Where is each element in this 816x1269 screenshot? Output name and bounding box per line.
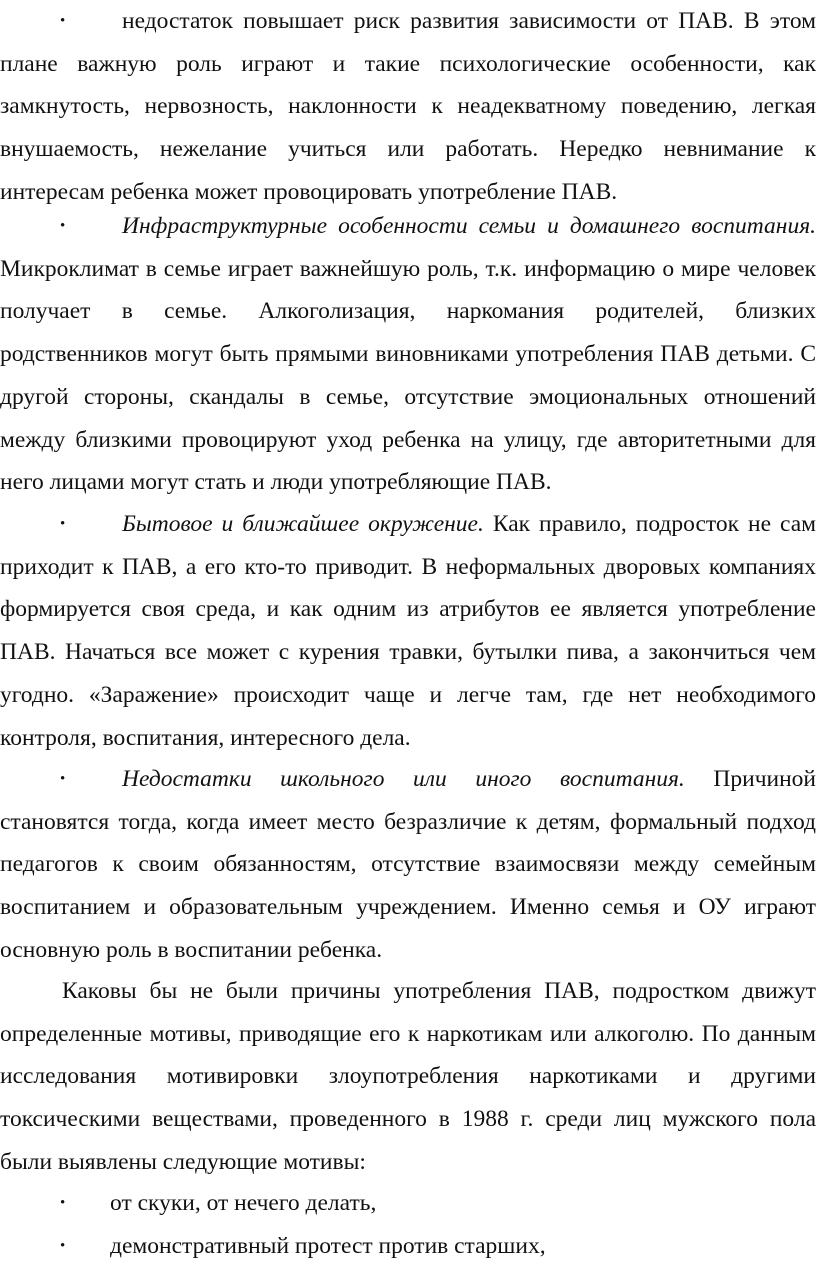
motive-text: демонстративный протест против старших,	[110, 1233, 546, 1259]
bullet-icon: •	[60, 1195, 66, 1211]
motive-text: от скуки, от нечего делать,	[110, 1190, 377, 1216]
bullet-paragraph-1	[0, 0, 816, 214]
body-paragraph: Каковы бы не были причины употребления ПАВ, подростком движут определенные мотивы, приводящие его к наркотикам или алкоголю. По данным исследования мотивировки злоупотребления наркотиками и другими токсическими веществами, проведенного в 1988 г. среди лиц мужского пола были выявлены следующие мотивы:	[0, 978, 816, 1175]
paragraph-italic-lead: Инфраструктурные особенности семьи и домашнего воспитания.	[122, 213, 816, 239]
paragraph-text: Микроклимат в семье играет важнейшую роль, т.к. информацию о мире человек получает в семье. Алкоголизация, наркомания родителей, близких родственников могут быть прямыми виновниками употребления ПАВ детьми. С другой стороны, скандалы в семье, отсутствие эмоциональных отношений между близкими провоцируют уход ребенка на улицу, где авторитетными для него лицами могут стать и люди употребляющие ПАВ.	[0, 255, 816, 496]
bullet-icon: •	[60, 516, 66, 532]
paragraph-text: Как правило, подросток не сам приходит к ПАВ, а его кто-то приводит. В неформальных дворовых компаниях формируется своя среда, и как одним из атрибутов ее является употребление ПАВ. Начаться все может с курения травки, бутылки пива, а закончиться чем угодно. «Заражение» происходит чаще и легче там, где нет необходимого контроля, воспитания, интересного дела.	[0, 511, 816, 751]
paragraph-text: недостаток повышает риск развития зависимости от ПАВ. В этом плане важную роль играют и такие психологические особенности, как замкнутость, нервозность, наклонности к неадекватному поведению, легкая внушаемость, нежелание учиться или работать. Нередко невнимание к интересам ребенка может провоцировать употребление ПАВ.	[0, 8, 816, 205]
bullet-paragraph-3	[0, 503, 816, 759]
paragraph-text: Причиной становятся тогда, когда имеет место безразличие к детям, формальный подход педагогов к своим обязанностям, отсутствие взаимосвязи между семейным воспитанием и образовательным учреждением. Именно семья и ОУ играют основную роль в воспитании ребенка.	[0, 766, 816, 963]
motive-list-item-1	[0, 1182, 816, 1225]
paragraph-italic-lead: Недостатки школьного или иного воспитания.	[122, 766, 685, 792]
bullet-icon: •	[60, 771, 66, 787]
motive-list-item-2	[0, 1225, 816, 1268]
bullet-icon: •	[60, 1238, 66, 1254]
bullet-icon: •	[60, 13, 66, 29]
bullet-paragraph-4	[0, 758, 816, 972]
paragraph-italic-lead: Бытовое и ближайшее окружение.	[122, 511, 484, 537]
bullet-paragraph-2	[0, 205, 816, 504]
bullet-icon: •	[60, 218, 66, 234]
